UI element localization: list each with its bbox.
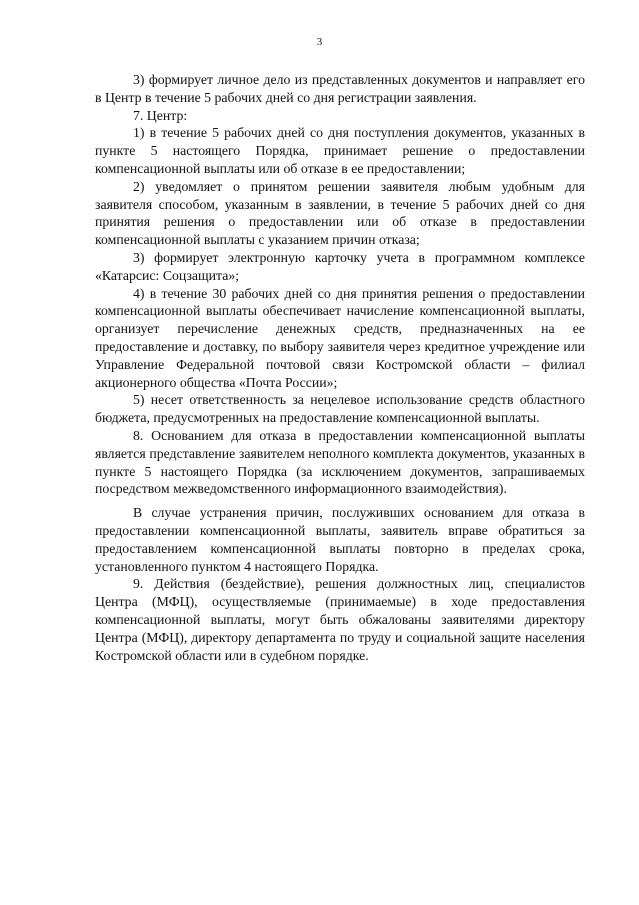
paragraph-6-3: 3) формирует личное дело из представленных документов и направляет его в Центр в течение 5 рабочих дней со дня регистрации заявления. (95, 72, 585, 105)
paragraph-7-5: 5) несет ответственность за нецелевое использование средств областного бюджета, предусмотренных на предоставление компенсационной выплаты. (95, 392, 585, 426)
paragraph-7-heading: 7. Центр: (133, 107, 188, 123)
paragraph-7-1: 1) в течение 5 рабочих дней со дня поступления документов, указанных в пункте 5 настоящего Порядка, принимает решение о предоставлении компенсационной выплаты или об отказе в ее предоставлении; (95, 125, 585, 176)
paragraph-7-4: 4) в течение 30 рабочих дней со дня принятия решения о предоставлении компенсационной выплаты обеспечивает начисление компенсационной выплаты, организует перечисление денежных средств, предназначенных на ее предоставление и доставку, по выбору заявителя через кредитное учреждение или Управление Федеральной почтовой связи Костромской области – филиал акционерного общества «Почта России»; (95, 285, 585, 390)
paragraph-8: 8. Основанием для отказа в предоставлении компенсационной выплаты является представление заявителем неполного комплекта документов, указанных в пункте 5 настоящего Порядка (за исключением документов, запрашиваемых посредством межведомственного информационного взаимодействия). (95, 427, 585, 497)
page-number: 3 (316, 36, 323, 48)
paragraph-8-continuation: В случае устранения причин, послуживших основанием для отказа в предоставлении компенсационной выплаты, заявитель вправе обратиться за предоставлением компенсационной выплаты повторно в пределах срока, установленного пунктом 4 настоящего Порядка. (95, 505, 585, 574)
document-body (95, 71, 585, 664)
paragraph-7-3: 3) формирует электронную карточку учета в программном комплексе «Катарсис: Соцзащита»; (95, 249, 585, 283)
paragraph-9: 9. Действия (бездействие), решения должностных лиц, специалистов Центра (МФЦ), осуществляемые (принимаемые) в ходе предоставления компенсационной выплаты, могут быть обжалованы заявителями директору Центра (МФЦ), директору департамента по труду и социальной защите населения Костромской области или в судебном порядке. (95, 576, 585, 663)
paragraph-7-2: 2) уведомляет о принятом решении заявителя любым удобным для заявителя способом, указанным в заявлении, в течение 5 рабочих дней со дня принятия решения о предоставлении или об отказе в предоставлении компенсационной выплаты с указанием причин отказа; (95, 178, 585, 248)
